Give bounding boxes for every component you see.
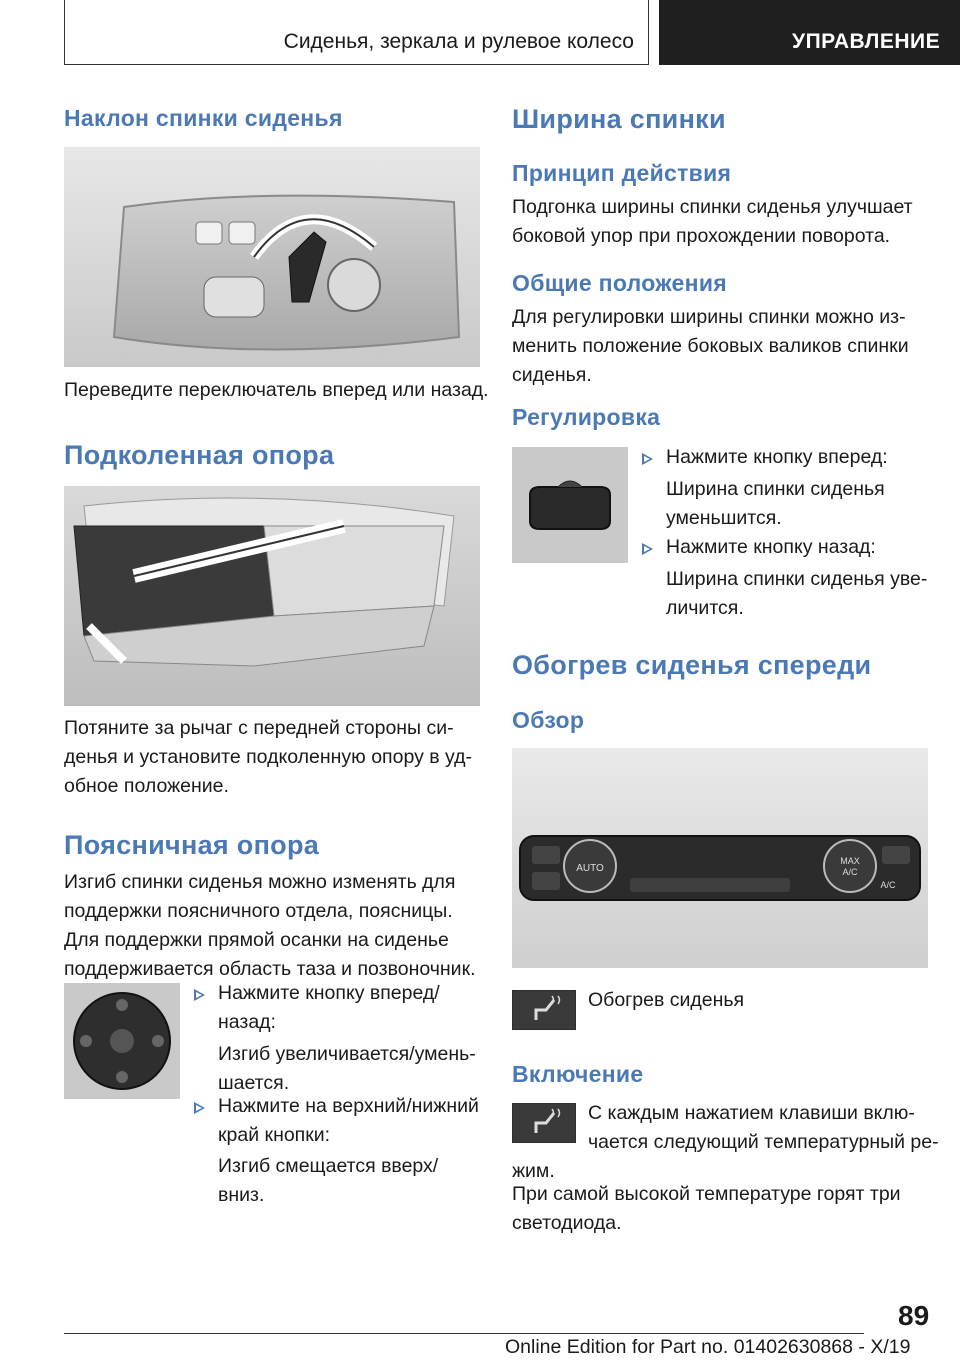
seat-heating-caption: Обогрев сиденья — [588, 989, 745, 1011]
knee-support-image — [64, 486, 480, 706]
seat-heating-title: Обогрев сиденья спереди — [512, 650, 872, 680]
auto-label: AUTO — [576, 863, 604, 874]
switch-on-title: Включение — [512, 1061, 644, 1087]
backrest-tilt-caption: Переведите переключатель вперед или назад. — [64, 379, 489, 401]
width-bullet1: Нажмите кнопку вперед: — [666, 446, 888, 468]
header-section-title: Сиденья, зеркала и рулевое колесо — [283, 30, 634, 53]
page-number: 89 — [898, 1300, 930, 1331]
backrest-width-title: Ширина спинки — [512, 104, 726, 134]
seat-heating-icon — [512, 990, 576, 1030]
adjust-title: Регулировка — [512, 404, 661, 430]
switch-on-text-line3: жим. — [512, 1160, 555, 1182]
knee-support-text: Потяните за рычаг с передней стороны си- денья и установите подколенную опору в уд- обное положение. — [64, 717, 472, 797]
width-bullet2-result: Ширина спинки сиденья уве- личится. — [666, 568, 928, 619]
seat-switch-image — [64, 147, 480, 367]
climate-panel-image — [512, 748, 928, 968]
switch-on-text2: При самой высокой температуре горят три светодиода. — [512, 1183, 901, 1234]
header-section-box — [64, 0, 649, 65]
lumbar-title: Поясничная опора — [64, 830, 320, 860]
bullet-arrow-icon — [194, 989, 205, 1001]
lumbar-bullet1-result: Изгиб увеличивается/умень- шается. — [218, 1043, 476, 1094]
width-button-image — [512, 447, 628, 563]
seat-heating-icon — [512, 1103, 576, 1143]
lumbar-text: Изгиб спинки сиденья можно изменять для поддержки поясничного отдела, поясницы. Для поддержки прямой осанки на сиденье поддерживается область таза и позвоночник. — [64, 871, 476, 980]
knee-support-title: Подколенная опора — [64, 440, 335, 470]
principle-title: Принцип действия — [512, 160, 732, 186]
width-bullet1-result: Ширина спинки сиденья уменьшится. — [666, 478, 885, 529]
bullet-arrow-icon — [642, 543, 653, 555]
general-title: Общие положения — [512, 270, 727, 296]
general-text: Для регулировки ширины спинки можно из- менить положение боковых валиков спинки сиденья. — [512, 306, 909, 386]
max-ac-label: A/C — [842, 867, 858, 877]
ac-label: A/C — [880, 880, 896, 890]
max-label: MAX — [840, 856, 860, 866]
backrest-tilt-title: Наклон спинки сиденья — [64, 105, 343, 131]
bullet-arrow-icon — [642, 453, 653, 465]
header-chapter-label: УПРАВЛЕНИЕ — [792, 30, 941, 53]
lumbar-bullet2-result: Изгиб смещается вверх/ вниз. — [218, 1155, 439, 1206]
principle-text: Подгонка ширины спинки сиденья улучшает боковой упор при прохождении поворота. — [512, 196, 913, 247]
footer-divider — [64, 1333, 864, 1334]
overview-title: Обзор — [512, 707, 585, 733]
lumbar-bullet1: Нажмите кнопку вперед/ назад: — [218, 982, 440, 1033]
bullet-arrow-icon — [194, 1102, 205, 1114]
lumbar-bullet2: Нажмите на верхний/нижний край кнопки: — [218, 1095, 479, 1146]
switch-on-text-line1: С каждым нажатием клавиши вклю- чается следующий температурный ре- — [588, 1102, 939, 1153]
footer-edition: Online Edition for Part no. 01402630868 - X/19 — [505, 1336, 911, 1358]
lumbar-button-image — [64, 983, 180, 1099]
header-chapter-tab[interactable] — [659, 0, 960, 65]
width-bullet2: Нажмите кнопку назад: — [666, 536, 876, 558]
